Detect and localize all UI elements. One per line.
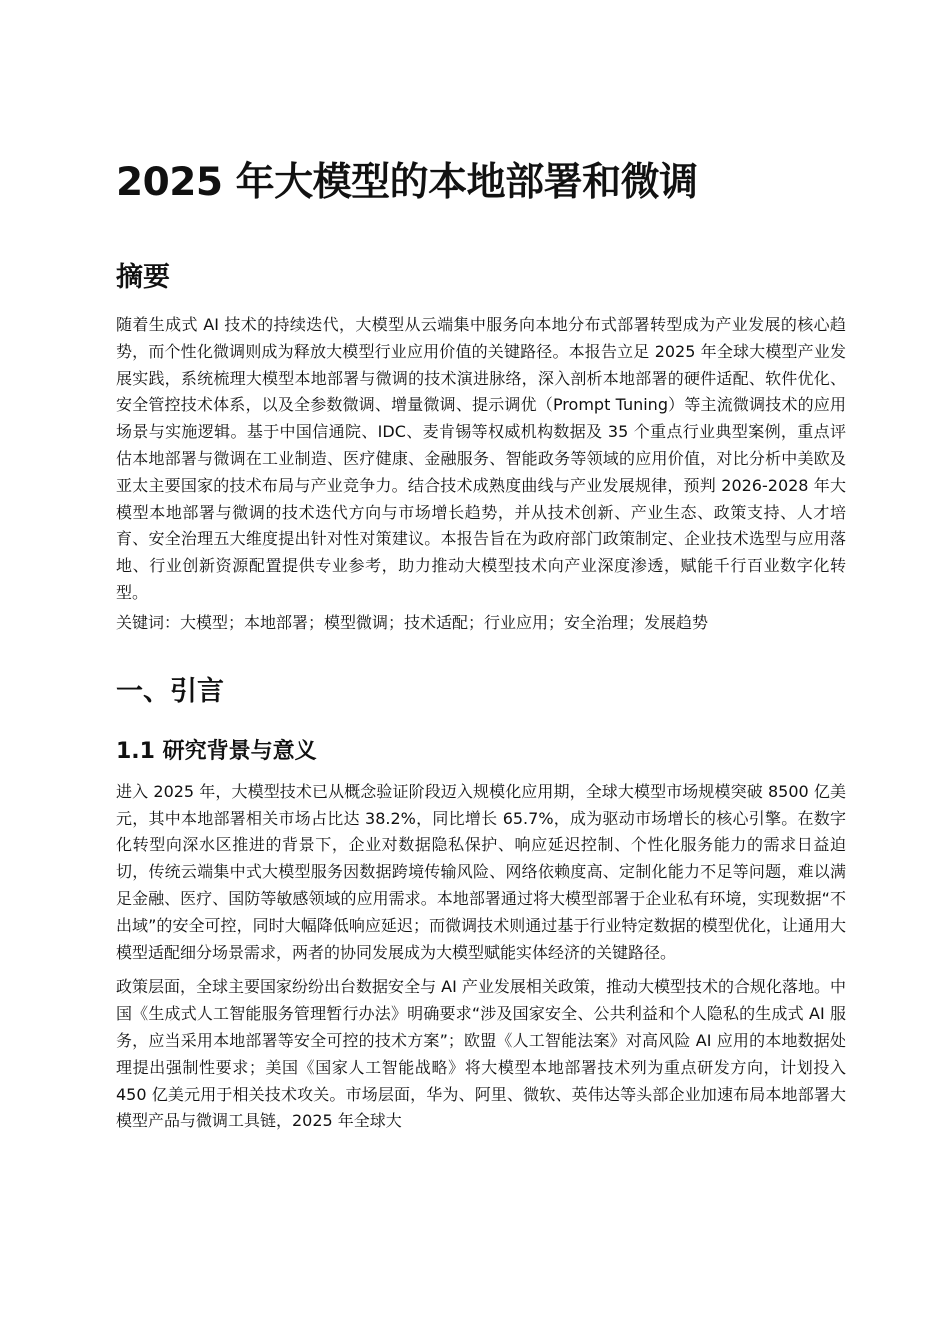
body-paragraph-2: 政策层面，全球主要国家纷纷出台数据安全与 AI 产业发展相关政策，推动大模型技术的合规化落地。中国《生成式人工智能服务管理暂行办法》明确要求“涉及国家安全、公共利益和个人隐私的生成式 AI 服务，应当采用本地部署等安全可控的技术方案”；欧盟《人工智能法案》对高风险 AI 应用的本地数据处理提出强制性要求；美国《国家人工智能战略》将大模型本地部署技术列为重点研发方向，计划投入 450 亿美元用于相关技术攻关。市场层面，华为、阿里、微软、英伟达等头部企业加速布局本地部署大模型产品与微调工具链，2025 年全球大 (116, 977, 846, 1131)
section-heading-introduction: 一、引言 (116, 675, 224, 707)
body-paragraph-1: 进入 2025 年，大模型技术已从概念验证阶段迈入规模化应用期，全球大模型市场规模突破 8500 亿美元，其中本地部署相关市场占比达 38.2%，同比增长 65.7%，成为驱动市场增长的核心引擎。在数字化转型向深水区推进的背景下，企业对数据隐私保护、响应延迟控制、个性化服务能力的需求日益迫切，传统云端集中式大模型服务因数据跨境传输风险、网络依赖度高、定制化能力不足等问题，难以满足金融、医疗、国防等敏感领域的应用需求。本地部署通过将大模型部署于企业私有环境，实现数据“不出域”的安全可控，同时大幅降低响应延迟；而微调技术则通过基于行业特定数据的模型优化，让通用大模型适配细分场景需求，两者的协同发展成为大模型赋能实体经济的关键路径。 (116, 781, 846, 962)
subsection-heading-background: 1.1 研究背景与意义 (116, 738, 317, 764)
document-title: 2025 年大模型的本地部署和微调 (116, 160, 698, 205)
abstract-heading: 摘要 (116, 262, 170, 293)
keywords-line: 关键词：大模型；本地部署；模型微调；技术适配；行业应用；安全治理；发展趋势 (116, 612, 709, 632)
abstract-paragraph: 随着生成式 AI 技术的持续迭代，大模型从云端集中服务向本地分布式部署转型成为产业发展的核心趋势，而个性化微调则成为释放大模型行业应用价值的关键路径。本报告立足 2025 年全球大模型产业发展实践，系统梳理大模型本地部署与微调的技术演进脉络，深入剖析本地部署的硬件适配、软件优化、安全管控技术体系，以及全参数微调、增量微调、提示调优（Prompt Tuning）等主流微调技术的应用场景与实施逻辑。基于中国信通院、IDC、麦肯锡等权威机构数据及 35 个重点行业典型案例，重点评估本地部署与微调在工业制造、医疗健康、金融服务、智能政务等领域的应用价值，对比分析中美欧及亚太主要国家的技术布局与产业竞争力。结合技术成熟度曲线与产业发展规律，预判 2026-2028 年大模型本地部署与微调的技术迭代方向与市场增长趋势，并从技术创新、产业生态、政策支持、人才培育、安全治理五大维度提出针对性对策建议。本报告旨在为政府部门政策制定、企业技术选型与应用落地、行业创新资源配置提供专业参考，助力推动大模型技术向产业深度渗透，赋能千行百业数字化转型。 (116, 315, 846, 602)
